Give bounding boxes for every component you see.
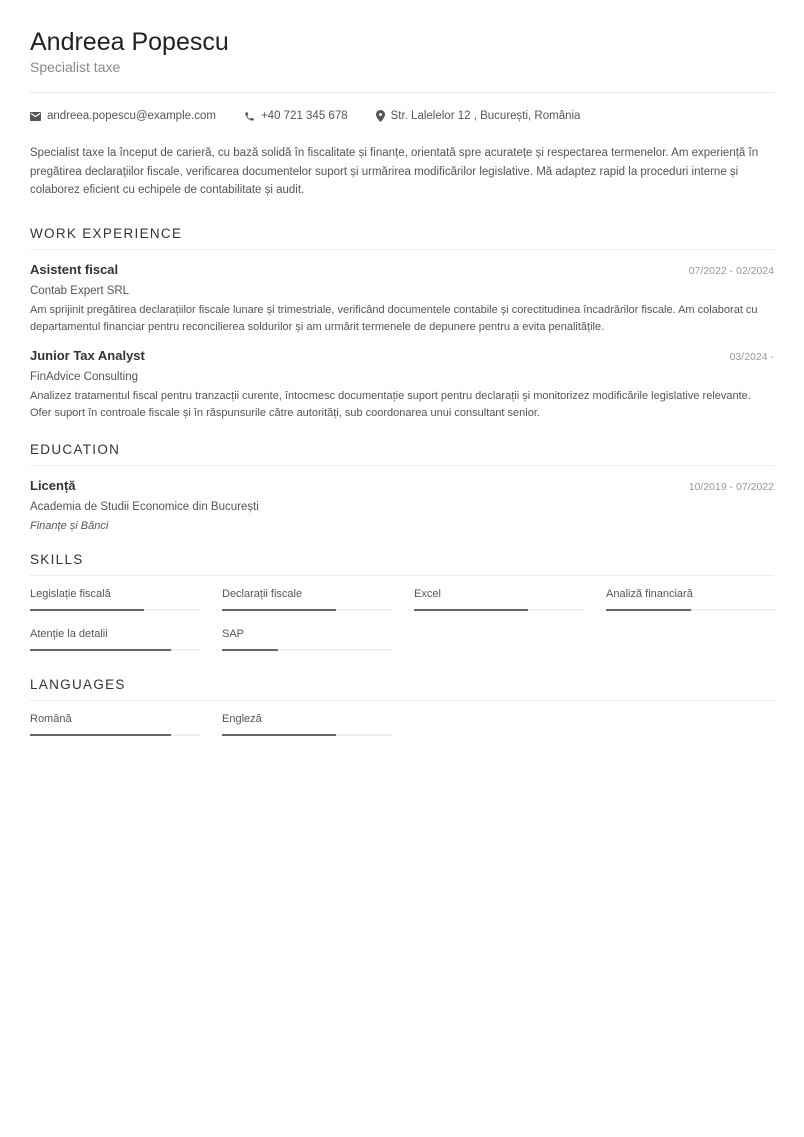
skill-name: Excel (414, 587, 441, 600)
section-heading-languages: LANGUAGES (30, 677, 774, 701)
work-company: FinAdvice Consulting (30, 370, 139, 383)
skill-item (222, 628, 392, 651)
degree: Licență (30, 477, 76, 493)
language-level-bar (30, 734, 200, 736)
skill-level-bar (222, 649, 392, 651)
work-item (30, 262, 774, 336)
skill-level-bar (414, 609, 584, 611)
skill-level-fill (222, 609, 336, 611)
section-heading-education: EDUCATION (30, 442, 774, 466)
work-dates: 03/2024 - (729, 350, 774, 363)
full-name: Andreea Popescu (30, 28, 229, 56)
language-level-fill (30, 734, 171, 736)
job-title: Specialist taxe (30, 59, 121, 75)
section-heading-work: WORK EXPERIENCE (30, 226, 774, 250)
language-name: Engleză (222, 712, 262, 725)
skill-level-bar (606, 609, 776, 611)
work-dates: 07/2022 - 02/2024 (688, 264, 774, 277)
email-icon (30, 112, 41, 121)
education-dates: 10/2019 - 07/2022 (688, 480, 774, 493)
languages-grid (30, 713, 774, 736)
location-pin-icon (376, 110, 385, 122)
language-item (222, 713, 392, 736)
work-title: Asistent fiscal (30, 261, 119, 277)
skill-level-bar (30, 609, 200, 611)
section-heading-skills: SKILLS (30, 552, 774, 576)
address: Str. Lalelelor 12 , București, România (390, 110, 581, 122)
language-item (30, 713, 200, 736)
resume (30, 26, 774, 736)
work-description: Am sprijinit pregătirea declarațiilor fiscale lunare și trimestriale, verificând documentele contabile și corectitudinea încadrărilor fiscale. Am colaborat cu departamentul financiar pentru reconcilierea soldurilor și am urmărit termenele de depunere pentru a evita penalitățile. (30, 303, 758, 333)
language-level-fill (222, 734, 336, 736)
school: Academia de Studii Economice din București (30, 500, 259, 513)
skill-name: Declarații fiscale (222, 587, 303, 600)
skill-item (30, 588, 200, 611)
work-description: Analizez tratamentul fiscal pentru tranzacții curente, întocmesc documentație suport pentru declarații și monitorizez modificările legislative relevante. Ofer suport în controale fiscale și în răspunsurile către autorități, sub coordonarea unui consultant senior. (30, 389, 751, 419)
language-level-bar (222, 734, 392, 736)
skill-item (606, 588, 776, 611)
skill-level-fill (414, 609, 528, 611)
skill-item (30, 628, 200, 651)
skill-name: Legislație fiscală (30, 587, 111, 600)
skills-grid (30, 588, 774, 651)
skill-level-fill (30, 609, 144, 611)
skill-level-fill (222, 649, 278, 651)
work-item (30, 348, 774, 422)
contact-row (30, 110, 774, 122)
skill-name: Analiză financiară (606, 587, 693, 600)
phone-icon (244, 111, 255, 122)
summary: Specialist taxe la început de carieră, cu bază solidă în fiscalitate și finanțe, orientată spre acuratețe și respectarea termenelor. Am experiență în pregătirea declarațiilor fiscale, verificarea documentelor suport și urmărirea modificărilor legislative. Mă adaptez rapid la proceduri interne și colaborez eficient cu echipele de contabilitate și audit. (30, 147, 759, 196)
skill-level-fill (606, 609, 691, 611)
skill-name: Atenție la detalii (30, 627, 108, 640)
skill-level-bar (222, 609, 392, 611)
email[interactable]: andreea.popescu@example.com (47, 110, 216, 122)
work-title: Junior Tax Analyst (30, 347, 145, 363)
field-of-study: Finanțe și Bănci (30, 519, 109, 532)
skill-level-bar (30, 649, 200, 651)
divider (30, 92, 774, 93)
skill-item (414, 588, 584, 611)
phone: +40 721 345 678 (260, 110, 348, 122)
skill-item (222, 588, 392, 611)
work-company: Contab Expert SRL (30, 284, 130, 297)
skill-level-fill (30, 649, 171, 651)
language-name: Română (30, 712, 72, 725)
education-item (30, 478, 774, 532)
skill-name: SAP (222, 627, 245, 640)
